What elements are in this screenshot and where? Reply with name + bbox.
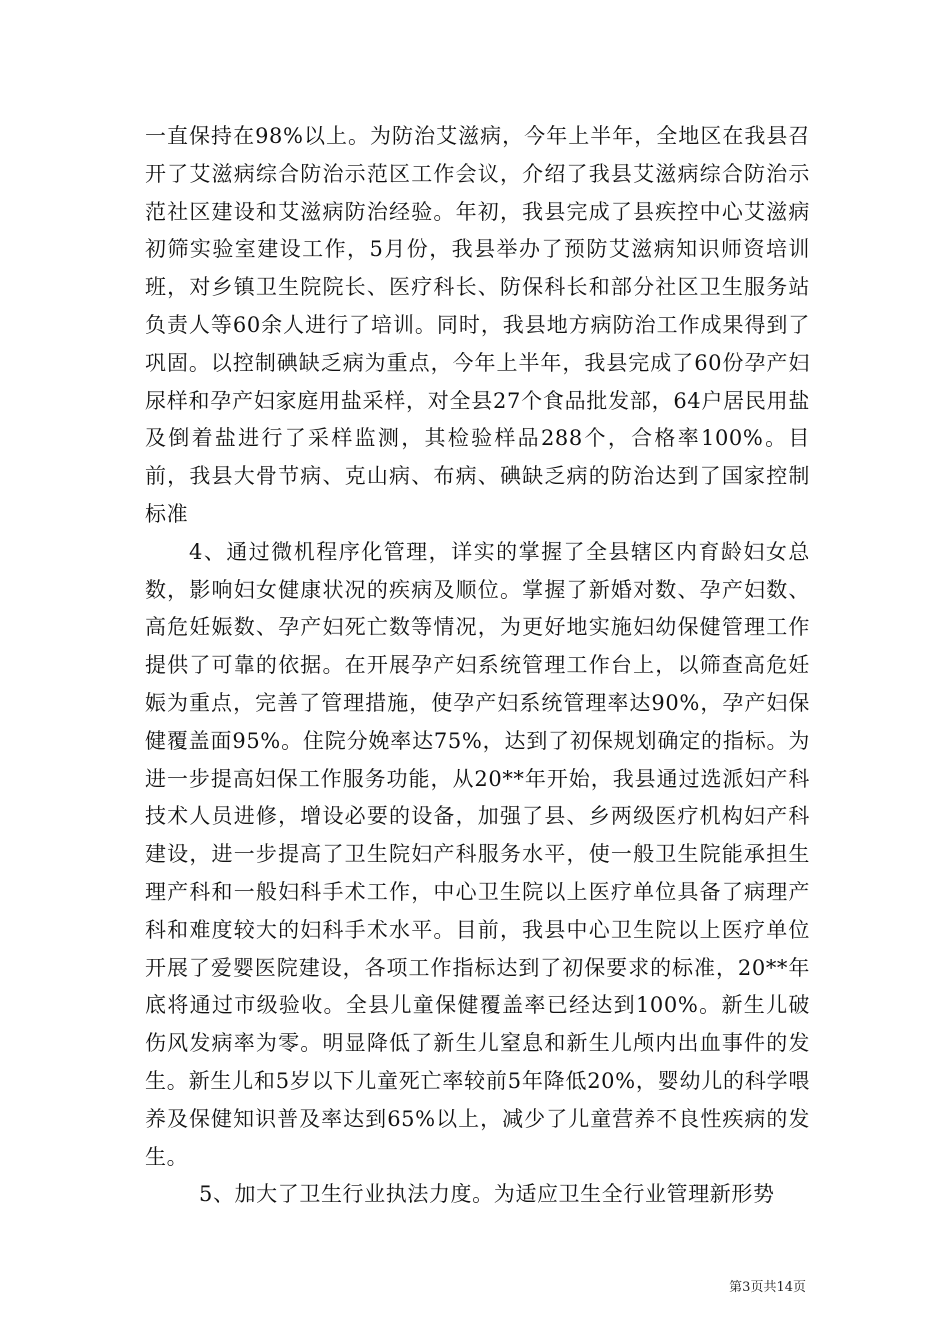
paragraph-maternal-child-health: 4、通过微机程序化管理，详实的掌握了全县辖区内育龄妇女总数，影响妇女健康状况的疾病及顺位。掌握了新婚对数、孕产妇数、高危妊娠数、孕产妇死亡数等情况，为更好地实施妇幼保健管理工作提供了可靠的依据。在开展孕产妇系统管理工作台上，以筛查高危妊娠为重点，完善了管理措施，使孕产妇系统管理率达90%，孕产妇保健覆盖面95%。住院分娩率达75%，达到了初保规划确定的指标。为进一步提高妇保工作服务功能，从20**年开始，我县通过选派妇产科技术人员进修，增设必要的设备，加强了县、乡两级医疗机构妇产科建设，进一步提高了卫生院妇产科服务水平，使一般卫生院能承担生理产科和一般妇科手术工作，中心卫生院以上医疗单位具备了病理产科和难度较大的妇科手术水平。目前，我县中心卫生院以上医疗单位开展了爱婴医院建设，各项工作指标达到了初保要求的标准，20**年底将通过市级验收。全县儿童保健覆盖率已经达到100%。新生儿破伤风发病率为零。明显降低了新生儿窒息和新生儿颅内出血事件的发生。新生儿和5岁以下儿童死亡率较前5年降低20%，婴幼儿的科学喂养及保健知识普及率达到65%以上，减少了儿童营养不良性疾病的发生。 [145, 539, 810, 1169]
page-number-footer: 第3页共14页 [729, 1280, 806, 1295]
paragraph-law-enforcement: 5、加大了卫生行业执法力度。为适应卫生全行业管理新形势 [199, 1182, 775, 1207]
paragraph-aids-prevention: 一直保持在98%以上。为防治艾滋病，今年上半年，全地区在我县召开了艾滋病综合防治示范区工作会议，介绍了我县艾滋病综合防治示范社区建设和艾滋病防治经验。年初，我县完成了县疾控中心艾滋病初筛实验室建设工作，5月份，我县举办了预防艾滋病知识师资培训班，对乡镇卫生院院长、医疗科长、防保科长和部分社区卫生服务站负责人等60余人进行了培训。同时，我县地方病防治工作成果得到了巩固。以控制碘缺乏病为重点，今年上半年，我县完成了60份孕产妇尿样和孕产妇家庭用盐采样，对全县27个食品批发部，64户居民用盐及倒着盐进行了采样监测，其检验样品288个，合格率100%。目前，我县大骨节病、克山病、布病、碘缺乏病的防治达到了国家控制标准 [145, 124, 810, 526]
body-text [145, 118, 810, 1214]
